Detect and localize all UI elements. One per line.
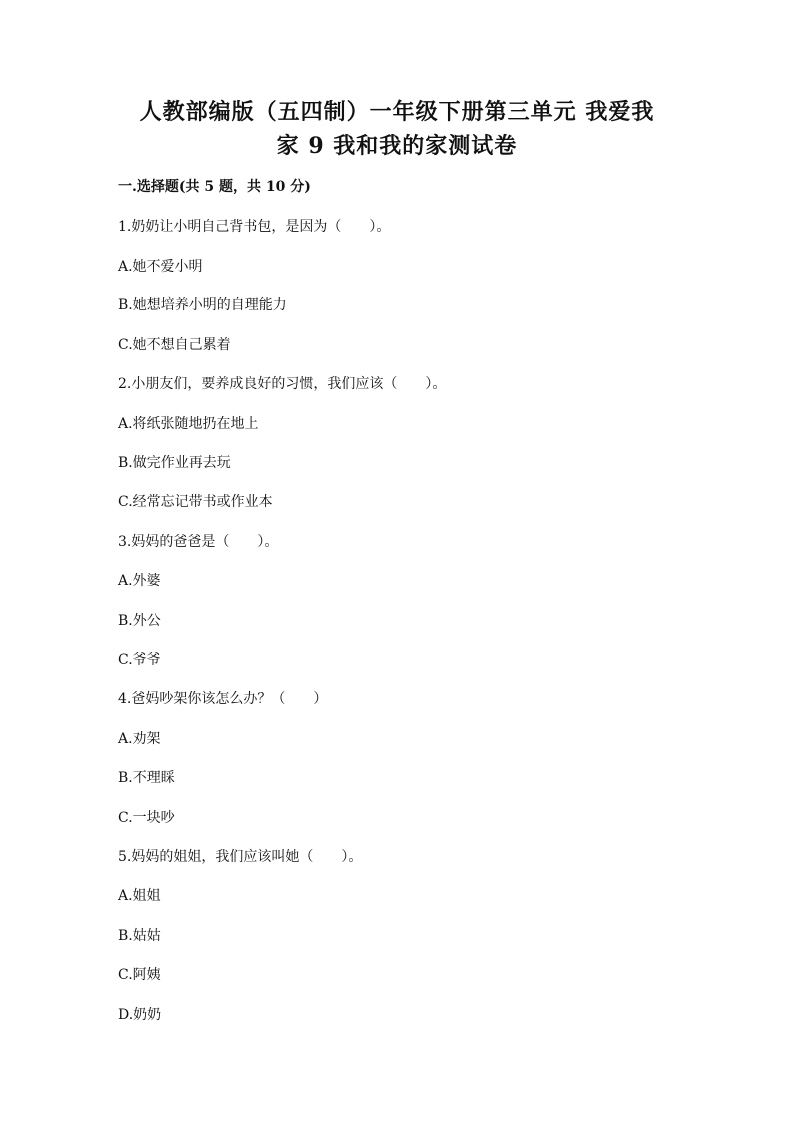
question-4-option-b: B.不理睬 [118, 770, 175, 786]
question-5-option-b: B.姑姑 [118, 928, 161, 944]
question-3-option-b: B.外公 [118, 613, 161, 629]
question-3-option-c: C.爷爷 [118, 652, 161, 668]
question-2-option-c: C.经常忘记带书或作业本 [118, 494, 273, 510]
question-1-stem: 1.奶奶让小明自己背书包，是因为（ ）。 [118, 219, 391, 235]
question-5-option-a: A.姐姐 [118, 888, 161, 904]
question-4-stem: 4.爸妈吵架你该怎么办？（ ） [118, 691, 328, 707]
question-3-option-a: A.外婆 [118, 573, 161, 589]
question-5-option-d: D.奶奶 [118, 1007, 162, 1023]
question-4-option-a: A.劝架 [118, 731, 161, 747]
question-1-option-c: C.她不想自己累着 [118, 337, 231, 353]
exam-title-line-1: 人教部编版（五四制）一年级下册第三单元 我爱我 [139, 99, 655, 125]
exam-title-line-2: 家 9 我和我的家测试卷 [276, 133, 518, 159]
question-1-option-b: B.她想培养小明的自理能力 [118, 297, 287, 313]
question-1-option-a: A.她不爱小明 [118, 259, 203, 275]
question-2-option-a: A.将纸张随地扔在地上 [118, 416, 259, 432]
question-4-option-c: C.一块吵 [118, 810, 175, 826]
question-2-stem: 2.小朋友们，要养成良好的习惯，我们应该（ ）。 [118, 376, 447, 392]
question-2-option-b: B.做完作业再去玩 [118, 455, 231, 471]
section-heading: 一.选择题(共 5 题，共 10 分) [118, 179, 311, 195]
question-3-stem: 3.妈妈的爸爸是（ ）。 [118, 534, 279, 550]
question-5-option-c: C.阿姨 [118, 967, 161, 983]
question-5-stem: 5.妈妈的姐姐，我们应该叫她（ ）。 [118, 849, 363, 865]
